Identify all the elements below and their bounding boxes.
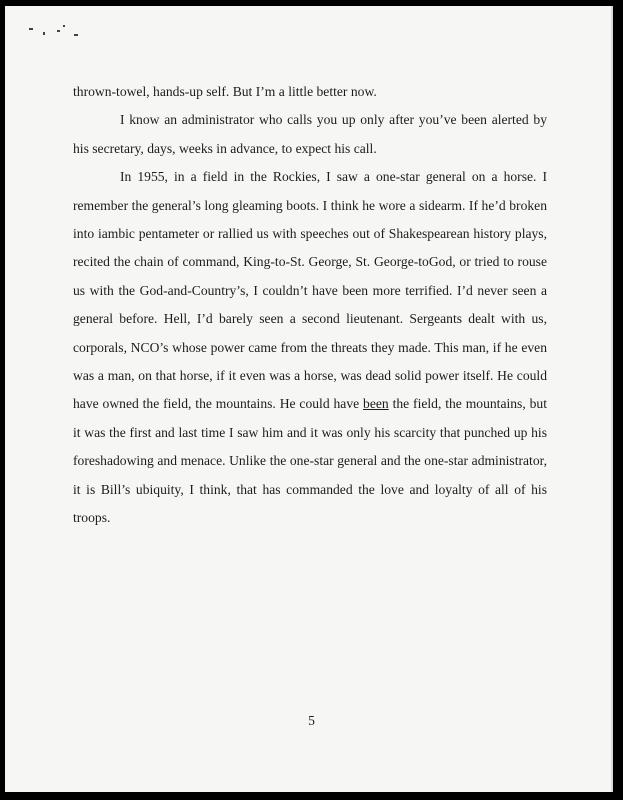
paragraph-3 <box>73 163 547 532</box>
paragraph-1: thrown-towel, hands-up self. But I’m a little better now. <box>73 84 377 99</box>
underlined-word: been <box>363 396 389 412</box>
paragraph-2: I know an administrator who calls you up only after you’ve been alerted by his secretary, days, weeks in advance, to expect his call. <box>73 112 547 156</box>
paragraph-3-text-start: In 1955, in a field in the Rockies, I saw a one-star general on a horse. I remember the general’s long gleaming boots. I think he wore a sidearm. If he’d broken into iambic pentameter or rallied us with speeches out of Shakespearean history plays, recited the chain of command, King-to-St. George, St. George-toGod, or tried to rouse us with the God-and-Country’s, I couldn’t have been more terrified. I’d never seen a general before. Hell, I’d barely seen a second lieutenant. Sergeants dealt with us, corporals, NCO’s whose power came from the threats they made. This man, if he even was a man, on that horse, if it even was a horse, was dead solid power itself. He could have owned the field, the mountains. He could have <box>73 169 547 412</box>
body-text <box>73 78 547 533</box>
paragraph-3-text-end: the field, the mountains, but it was the first and last time I saw him and it was only his scarcity that punched up his foreshadowing and menace. Unlike the one-star general and the one-star administrator, it is Bill’s ubiquity, I think, that has commanded the love and loyalty of all of his troops. <box>73 396 547 526</box>
scan-specks <box>29 20 89 50</box>
page-number: 5 <box>308 713 315 728</box>
